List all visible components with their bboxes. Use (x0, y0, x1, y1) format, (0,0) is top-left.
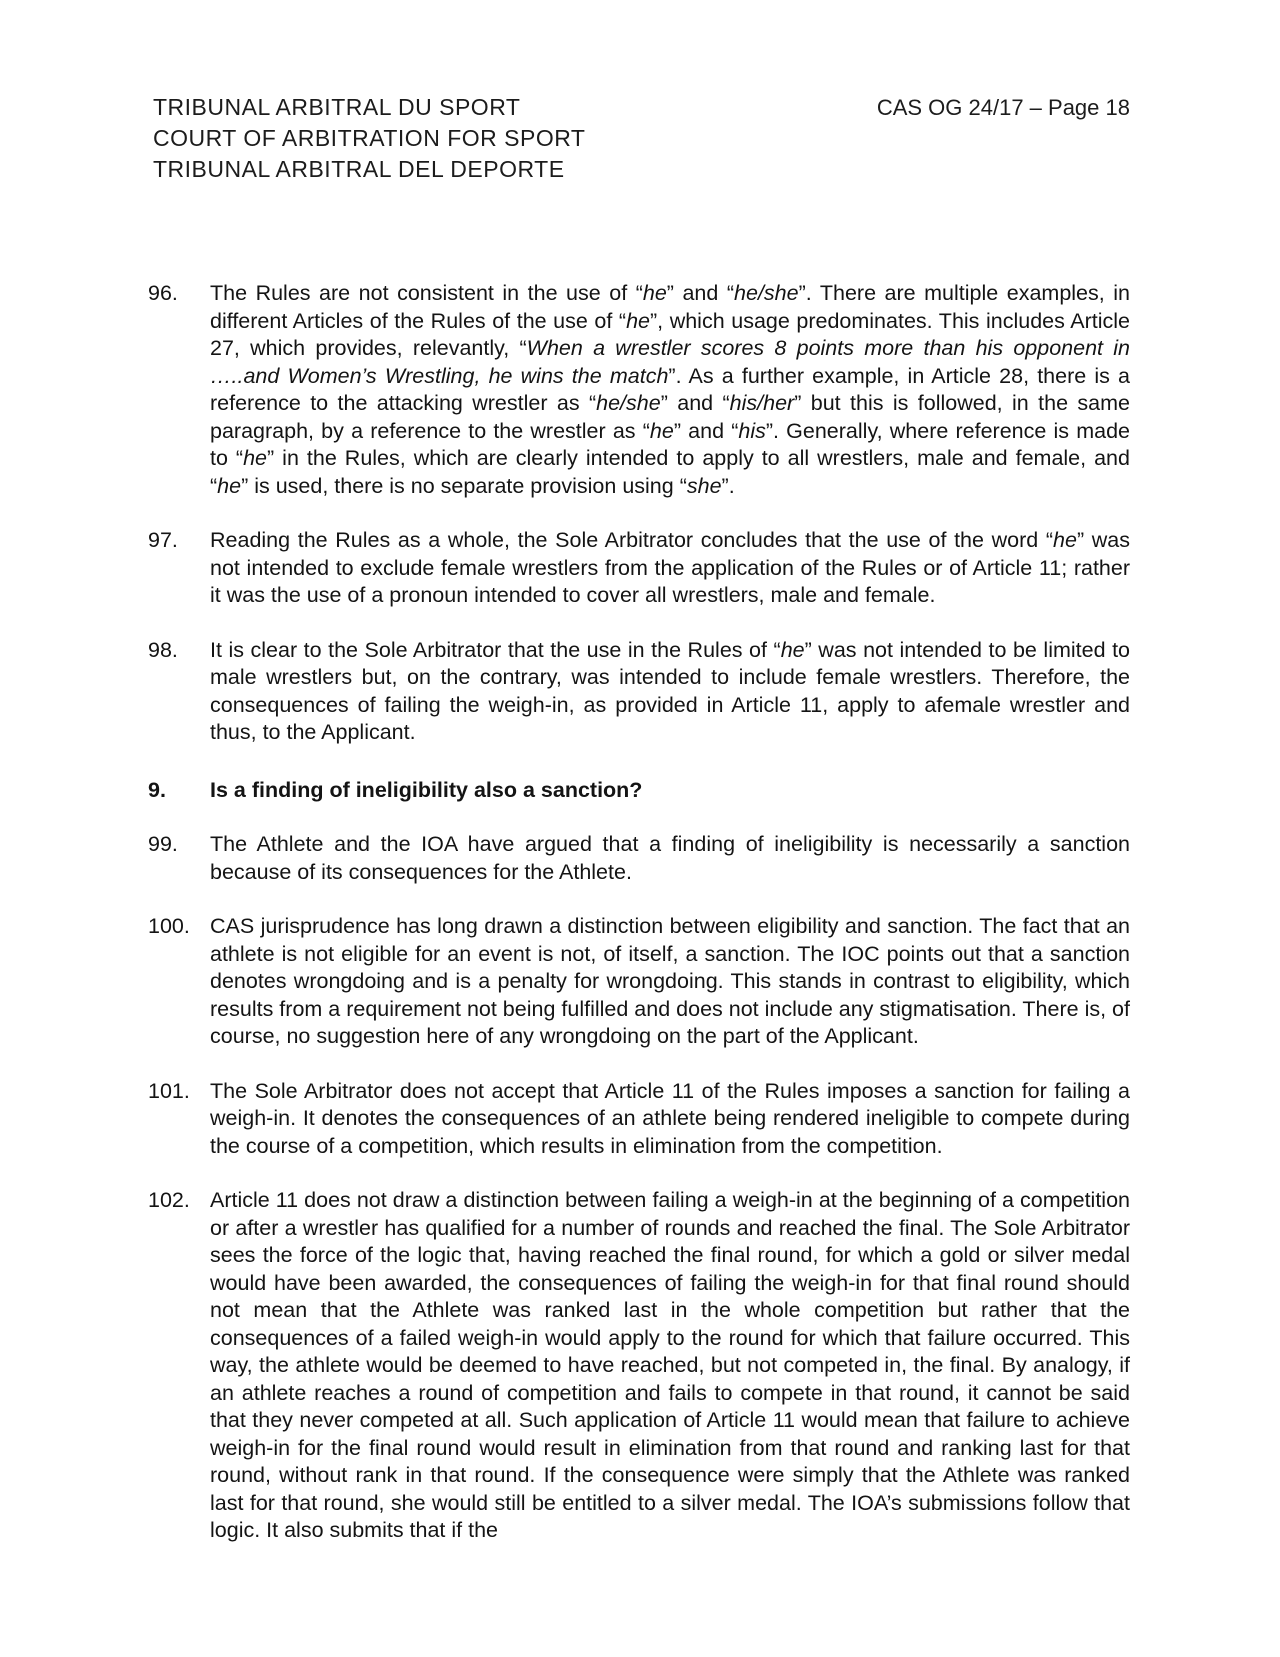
paragraph-text: It is clear to the Sole Arbitrator that the use in the Rules of “he” was not intended to be limited to male wrestlers but, on the contrary, was intended to include female wrestlers. Therefore, the consequences of failing the weigh-in, as provided in Article 11, apply to afemale wrestler and thus, to the Applicant. (210, 637, 1131, 744)
letterhead-line-english: COURT OF ARBITRATION FOR SPORT (153, 125, 586, 151)
paragraph-99 (148, 831, 1130, 886)
paragraph-number: 100. (148, 914, 190, 938)
letterhead-line-spanish: TRIBUNAL ARBITRAL DEL DEPORTE (153, 156, 565, 182)
paragraph-text: Article 11 does not draw a distinction between failing a weigh-in at the beginning of a competition or after a wrestler has qualified for a number of rounds and reached the final. The Sole Arbitrator sees the force of the logic that, having reached the final round, for which a gold or silver medal would have been awarded, the consequences of failing the weigh-in for that final round should not mean that the Athlete was ranked last in the whole competition but rather that the consequences of a failed weigh-in would apply to the round for which that failure occurred. This way, the athlete would be deemed to have reached, but not competed in, the final. By analogy, if an athlete reaches a round of competition and fails to compete in that round, it cannot be said that they never competed at all. Such application of Article 11 would mean that failure to achieve weigh-in for the final round would result in elimination from that round and ranking last for that round, without rank in that round. If the consequence were simply that the Athlete was ranked last for that round, she would still be entitled to a silver medal. The IOA’s submissions follow that logic. It also submits that if the (210, 1188, 1130, 1542)
paragraph-number: 102. (148, 1188, 190, 1212)
paragraph-number: 99. (148, 832, 178, 856)
paragraph-text: CAS jurisprudence has long drawn a distinction between eligibility and sanction. The fact that an athlete is not eligible for an event is not, of itself, a sanction. The IOC points out that a sanction denotes wrongdoing and is a penalty for wrongdoing. This stands in contrast to eligibility, which results from a requirement not being fulfilled and does not include any stigmatisation. There is, of course, no suggestion here of any wrongdoing on the part of the Applicant. (210, 914, 1130, 1048)
paragraph-text: The Sole Arbitrator does not accept that Article 11 of the Rules imposes a sanction for failing a weigh-in. It denotes the consequences of an athlete being rendered ineligible to compete during the course of a competition, which results in elimination from the competition. (210, 1078, 1130, 1158)
letterhead-line-french: TRIBUNAL ARBITRAL DU SPORT (153, 94, 521, 120)
paragraph-number: 9. (148, 777, 166, 802)
paragraph-102 (148, 1187, 1130, 1545)
paragraph-98 (148, 637, 1130, 747)
paragraph-100 (148, 913, 1130, 1051)
document-body (148, 280, 1130, 1545)
paragraph-number: 101. (148, 1078, 190, 1103)
paragraph-97 (148, 527, 1130, 610)
case-page-reference: CAS OG 24/17 – Page 18 (876, 95, 1130, 120)
paragraph-101 (148, 1078, 1130, 1161)
paragraph-text: Reading the Rules as a whole, the Sole Arbitrator concludes that the use of the word “he” was not intended to exclude female wrestlers from the application of the Rules or of Article 11; rather it was the use of a pronoun intended to cover all wrestlers, male and female. (210, 528, 1130, 607)
section-heading-9 (148, 777, 1130, 805)
paragraph-text: The Rules are not consistent in the use of “he” and “he/she”. There are multiple examples, in different Articles of the Rules of the use of “he”, which usage predominates. This includes Article 27, which provides, relevantly, “When a wrestler scores 8 points more than his opponent in …..and Women’s Wrestling, he wins the match”. As a further example, in Article 28, there is a reference to the attacking wrestler as “he/she” and “his/her” but this is followed, in the same paragraph, by a reference to the wrestler as “he” and “his”. Generally, where reference is made to “he” in the Rules, which are clearly intended to apply to all wrestlers, male and female, and “he” is used, there is no separate provision using “she”. (210, 281, 1130, 498)
paragraph-96 (148, 280, 1130, 500)
paragraph-number: 98. (148, 637, 178, 662)
document-header (148, 92, 1130, 185)
paragraph-text: The Athlete and the IOA have argued that a finding of ineligibility is necessarily a sanction because of its consequences for the Athlete. (210, 832, 1130, 884)
paragraph-text: Is a finding of ineligibility also a sanction? (210, 777, 643, 802)
paragraph-number: 96. (148, 281, 178, 305)
court-letterhead (153, 92, 585, 185)
paragraph-number: 97. (148, 528, 178, 552)
